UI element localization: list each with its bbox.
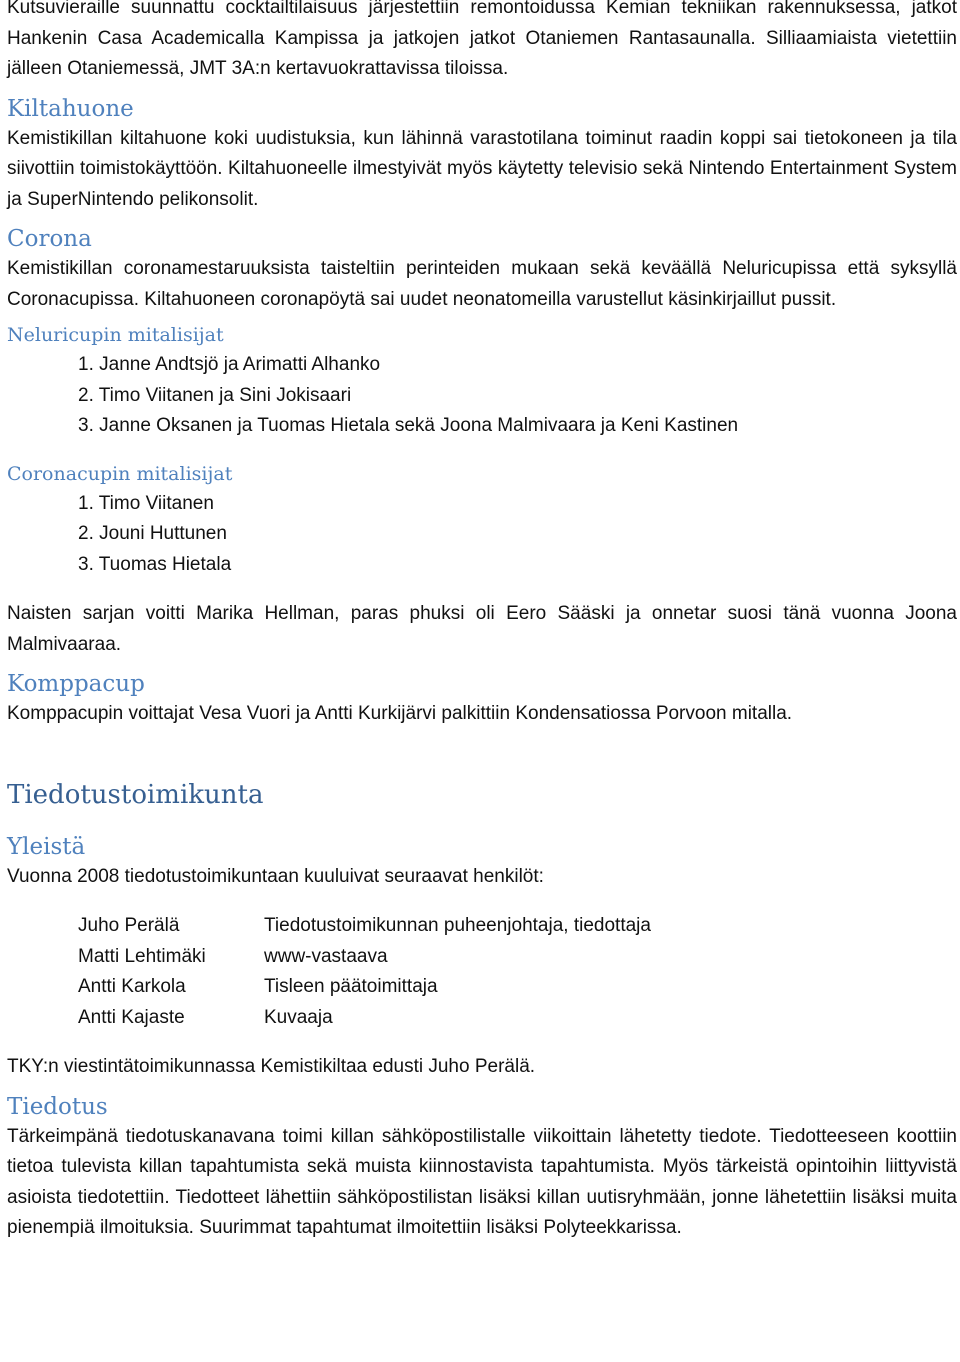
coronacup-heading: Coronacupin mitalisijat xyxy=(7,462,233,485)
members-table xyxy=(78,911,957,1033)
yleista-heading: Yleistä xyxy=(7,833,86,860)
neluricup-heading: Neluricupin mitalisijat xyxy=(7,324,224,346)
corona-heading: Corona xyxy=(7,226,92,252)
coronacup-list xyxy=(7,489,957,581)
member-row xyxy=(78,1003,957,1034)
member-name: Antti Karkola xyxy=(78,976,186,997)
list-item: 3. Janne Oksanen ja Tuomas Hietala sekä Joona Malmivaara ja Keni Kastinen xyxy=(78,415,739,436)
intro-paragraph: Kutsuvieraille suunnattu cocktailtilaisuus järjestettiin remontoidussa Kemian tekniikan rakennuksessa, jatkot Hankenin Casa Academicalla Kampissa ja jatkojen jatkot Otaniemen Rantasaunalla. Silliaamiaista vietettiin jälleen Otaniemessä, JMT 3A:n kertavuokrattavissa tiloissa. xyxy=(7,0,957,79)
member-role: Kuvaaja xyxy=(264,1006,333,1028)
coronacup-note: Naisten sarjan voitti Marika Hellman, paras phuksi oli Eero Sääski ja onnetar suosi tänä vuonna Joona Malmivaaraa. xyxy=(7,603,957,655)
tky-note: TKY:n viestintätoimikunnassa Kemistikiltaa edusti Juho Perälä. xyxy=(7,1056,536,1077)
komppacup-heading: Komppacup xyxy=(7,671,145,697)
tiedotus-heading: Tiedotus xyxy=(7,1093,108,1120)
member-row xyxy=(78,942,957,973)
kiltahuone-paragraph: Kemistikillan kiltahuone koki uudistuksia, kun lähinnä varastotilana toiminut raadin koppi sai tietokoneen ja tila siivottiin toimistokäyttöön. Kiltahuoneelle ilmestyivät myös käytetty televisio sekä Nintendo Entertainment System ja SuperNintendo pelikonsolit. xyxy=(7,127,957,210)
member-role: Tisleen päätoimittaja xyxy=(264,976,438,997)
list-item: 2. Timo Viitanen ja Sini Jokisaari xyxy=(78,384,352,406)
member-row xyxy=(78,972,957,1003)
tiedotustoimikunta-title: Tiedotustoimikunta xyxy=(7,779,264,810)
list-item: 1. Janne Andtsjö ja Arimatti Alhanko xyxy=(78,354,381,375)
neluricup-list xyxy=(7,350,957,442)
member-role: Tiedotustoimikunnan puheenjohtaja, tiedottaja xyxy=(264,915,651,936)
member-name: Antti Kajaste xyxy=(78,1006,185,1028)
member-name: Matti Lehtimäki xyxy=(78,945,206,967)
yleista-paragraph: Vuonna 2008 tiedotustoimikuntaan kuuluivat seuraavat henkilöt: xyxy=(7,865,544,887)
list-item: 2. Jouni Huttunen xyxy=(78,523,227,544)
tiedotus-paragraph: Tärkeimpänä tiedotuskanavana toimi killan sähköpostilistalle viikoittain lähetetty tiedote. Tiedotteeseen koottiin tietoa tulevista killan tapahtumista sekä muista kiinnostavista tapahtumista. Myös tärkeistä opintoihin liittyvistä asioista tiedotettiin. Tiedotteet lähettiin sähköpostilistan lisäksi killan uutisryhmään, jonne lähetettiin lisäksi muita pienempiä ilmoituksia. Suurimmat tapahtumat ilmoitettiin lisäksi Polyteekkarissa. xyxy=(7,1125,957,1238)
member-role: www-vastaava xyxy=(264,945,388,967)
kiltahuone-heading: Kiltahuone xyxy=(7,95,134,122)
corona-paragraph: Kemistikillan coronamestaruuksista taisteltiin perinteiden mukaan sekä keväällä Neluricupissa että syksyllä Coronacupissa. Kiltahuoneen coronapöytä sai uudet neonatomeilla varustellut käsinkirjaillut pussit. xyxy=(7,258,957,310)
member-row xyxy=(78,911,957,942)
member-name: Juho Perälä xyxy=(78,915,180,936)
komppacup-paragraph: Komppacupin voittajat Vesa Vuori ja Antti Kurkijärvi palkittiin Kondensatiossa Porvoon mitalla. xyxy=(7,703,793,724)
list-item: 3. Tuomas Hietala xyxy=(78,553,232,575)
list-item: 1. Timo Viitanen xyxy=(78,492,214,514)
